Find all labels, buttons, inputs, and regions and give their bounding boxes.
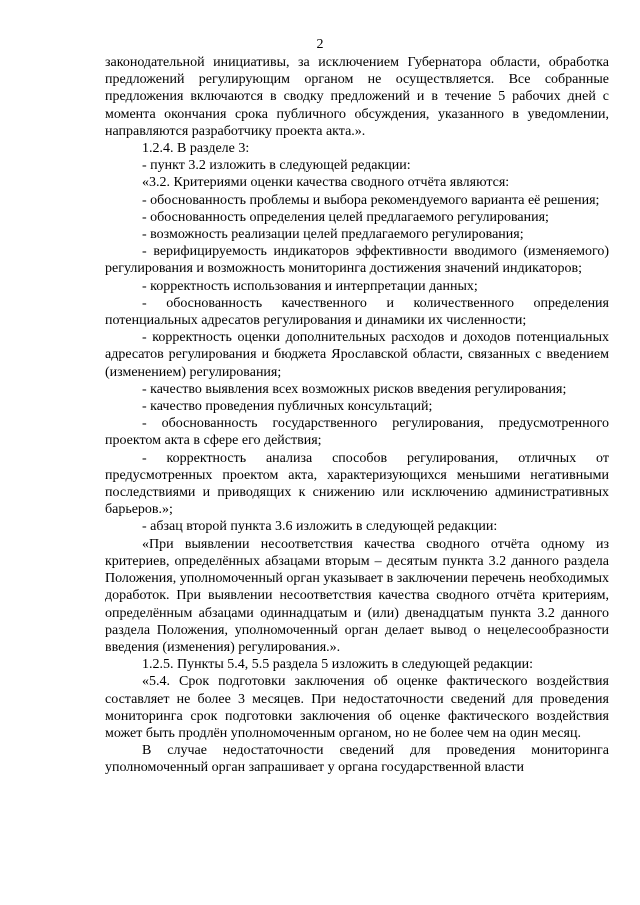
list-item-criterion: - обоснованность качественного и количественного определения потенциальных адресатов регулирования и динамики их численности; (105, 295, 609, 329)
list-item-criterion: - корректность анализа способов регулирования, отличных от предусмотренных проектом акта, характеризующихся меньшими негативными последствиями и приводящих к снижению или исключению административных барьеров.»; (105, 450, 609, 518)
list-item-criterion: - возможность реализации целей предлагаемого регулирования; (142, 227, 524, 243)
list-item-criterion: - корректность оценки дополнительных расходов и доходов потенциальных адресатов регулирования и бюджета Ярославской области, связанных с введением (изменением) регулирования; (105, 330, 609, 380)
paragraph-clause-1-2-4: 1.2.4. В разделе 3: (142, 141, 250, 157)
paragraph-continuation: законодательной инициативы, за исключением Губернатора области, обработка предложений регулирующим органом не осуществляется. Все собранные предложения включаются в сводку предложений и в течение 5 рабочих дней с момента окончания срока публичного обсуждения, указанного в уведомлении, направляются разработчику проекта акта.». (105, 55, 609, 139)
document-body (105, 54, 609, 777)
paragraph-clause-1-2-5: 1.2.5. Пункты 5.4, 5.5 раздела 5 изложить в следующей редакции: (142, 657, 534, 673)
paragraph-item: - пункт 3.2 изложить в следующей редакции: (142, 158, 411, 174)
list-item-criterion: - качество выявления всех возможных рисков введения регулирования; (142, 381, 567, 397)
paragraph-body: В случае недостаточности сведений для проведения мониторинга уполномоченный орган запрашивает у органа государственной власти (105, 743, 609, 776)
paragraph-clause-3-2: «3.2. Критериями оценки качества сводного отчёта являются: (142, 175, 510, 191)
list-item-criterion: - верифицируемость индикаторов эффективности вводимого (изменяемого) регулирования и возможность мониторинга достижения значений индикаторов; (105, 244, 609, 277)
list-item-criterion: - обоснованность проблемы и выбора рекомендуемого варианта её решения; (142, 192, 600, 208)
paragraph-clause-5-4: «5.4. Срок подготовки заключения об оценке фактического воздействия составляет не более 3 месяцев. При недостаточности сведений для проведения мониторинга срок подготовки заключения об оценке фактического воздействия может быть продлён уполномоченным органом, но не более чем на один месяц. (105, 674, 609, 741)
page-number: 2 (316, 37, 324, 52)
list-item-criterion: - обоснованность государственного регулирования, предусмотренного проектом акта в сфере его действия; (105, 416, 609, 449)
paragraph-quoted-text: «При выявлении несоответствия качества сводного отчёта одному из критериев, определённых абзацами вторым – десятым пункта 3.2 данного раздела Положения, уполномоченный орган указывает в заключении перечень необходимых доработок. При выявлении несоответствия качества сводного отчёта критериям, определённым абзацами одиннадцатым и (или) двенадцатым пункта 3.2 данного раздела Положения, уполномоченный орган делает вывод о нецелесообразности введения (изменения) регулирования.». (105, 536, 609, 655)
list-item-criterion: - качество проведения публичных консультаций; (142, 399, 433, 415)
list-item-criterion: - корректность использования и интерпретации данных; (142, 278, 478, 294)
list-item-criterion: - обоснованность определения целей предлагаемого регулирования; (142, 209, 549, 225)
paragraph-item: - абзац второй пункта 3.6 изложить в следующей редакции: (142, 519, 498, 535)
